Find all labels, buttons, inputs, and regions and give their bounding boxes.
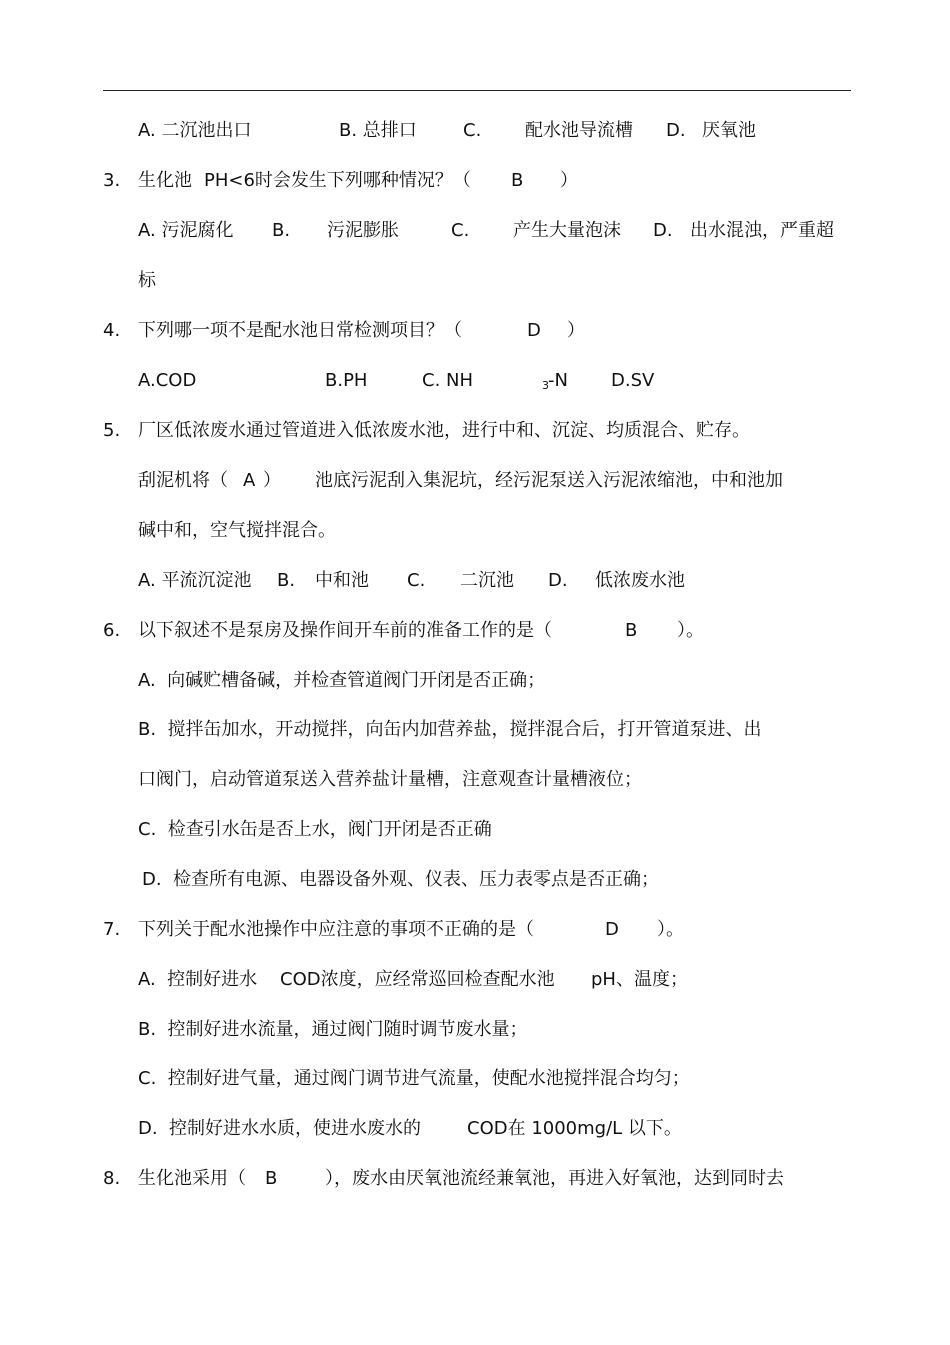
option-b: B. 总排口 [339, 120, 417, 141]
answer: B [625, 620, 638, 641]
option-d: D.SV [611, 370, 655, 391]
option-d: 出水混浊，严重超 [690, 220, 834, 241]
header-rule [103, 90, 851, 91]
answer: B [265, 1168, 278, 1189]
option-a: COD浓度，应经常巡回检查配水池 [280, 969, 555, 990]
option-a: A. 平流沉淀池 [138, 570, 252, 591]
question-text: 碱中和，空气搅拌混合。 [138, 520, 336, 541]
question-number: 8. [103, 1168, 121, 1189]
option-d-continued: 标 [138, 270, 156, 291]
answer: A [243, 470, 256, 491]
answer: D [527, 320, 541, 341]
option-c-suffix: -N [548, 370, 568, 391]
question-number: 5. [103, 420, 121, 441]
option-b: B.PH [325, 370, 368, 391]
option-c-letter: C. [463, 120, 482, 141]
option-d-letter: D. [548, 570, 568, 591]
question-number: 4. [103, 320, 121, 341]
question-text: 厂区低浓废水通过管道进入低浓废水池，进行中和、沉淀、均质混合、贮存。 [138, 420, 750, 441]
option-b-letter: B. [272, 220, 291, 241]
paren-close: ） [263, 470, 281, 491]
question-text: 生化池 [138, 170, 192, 191]
paren-close: ） [560, 170, 578, 191]
option-c-letter: C. [407, 570, 426, 591]
option-c: 配水池导流槽 [525, 120, 633, 141]
question-number: 7. [103, 919, 121, 940]
option-c: 产生大量泡沫 [513, 220, 621, 241]
option-d: COD在 1000mg/L 以下。 [467, 1118, 682, 1139]
option-c: C. 检查引水缶是否上水，阀门开闭是否正确 [138, 819, 492, 840]
paren-close: ）。 [657, 919, 684, 940]
option-d-letter: D. [666, 120, 686, 141]
answer: B [511, 170, 524, 191]
option-c: C. 控制好进气量，通过阀门调节进气流量，使配水池搅拌混合均匀； [138, 1068, 690, 1089]
question-text: 池底污泥刮入集泥坑，经污泥泵送入污泥浓缩池，中和池加 [315, 470, 783, 491]
option-b: 污泥膨胀 [327, 220, 399, 241]
option-c: C. NH [422, 370, 474, 391]
question-text: ），废水由厌氧池流经兼氧池，再进入好氧池，达到同时去 [325, 1168, 784, 1189]
option-a: A. 污泥腐化 [138, 220, 234, 241]
option-b: B. 控制好进水流量，通过阀门随时调节废水量； [138, 1019, 528, 1040]
option-a: A. 向碱贮槽备碱，并检查管道阀门开闭是否正确； [138, 670, 546, 691]
question-number: 6. [103, 620, 121, 641]
option-a: A.COD [138, 370, 197, 391]
option-a: A. 控制好进水 [138, 969, 258, 990]
question-text: 生化池采用（ [138, 1168, 246, 1189]
question-text: 以下叙述不是泵房及操作间开车前的准备工作的是（ [138, 620, 552, 641]
paren-close: ）。 [677, 620, 704, 641]
option-b-letter: B. [277, 570, 296, 591]
option-d-letter: D. [653, 220, 673, 241]
question-number: 3. [103, 170, 121, 191]
question-text: 刮泥机将（ [138, 470, 228, 491]
option-d: D. 检查所有电源、电器设备外观、仪表、压力表零点是否正确； [142, 869, 660, 890]
option-d: D. 控制好进水水质，使进水废水的 [138, 1118, 422, 1139]
option-b: B. 搅拌缶加水，开动搅拌，向缶内加营养盐，搅拌混合后，打开管道泵进、出 [138, 719, 762, 740]
option-c-letter: C. [451, 220, 470, 241]
option-d: 低浓废水池 [595, 570, 685, 591]
option-b-continued: 口阀门，启动管道泵送入营养盐计量槽，注意观查计量槽液位； [138, 769, 642, 790]
answer: D [605, 919, 619, 940]
option-c: 二沉池 [460, 570, 514, 591]
subscript: 3 [542, 379, 549, 392]
option-b: 中和池 [315, 570, 369, 591]
option-a: A. 二沉池出口 [138, 120, 252, 141]
question-text: 下列关于配水池操作中应注意的事项不正确的是（ [138, 919, 534, 940]
option-a: pH、温度； [591, 969, 688, 990]
question-text: PH<6时会发生下列哪种情况？（ [204, 170, 471, 191]
paren-close: ） [567, 320, 585, 341]
question-text: 下列哪一项不是配水池日常检测项目？（ [138, 320, 462, 341]
option-d: 厌氧池 [702, 120, 756, 141]
